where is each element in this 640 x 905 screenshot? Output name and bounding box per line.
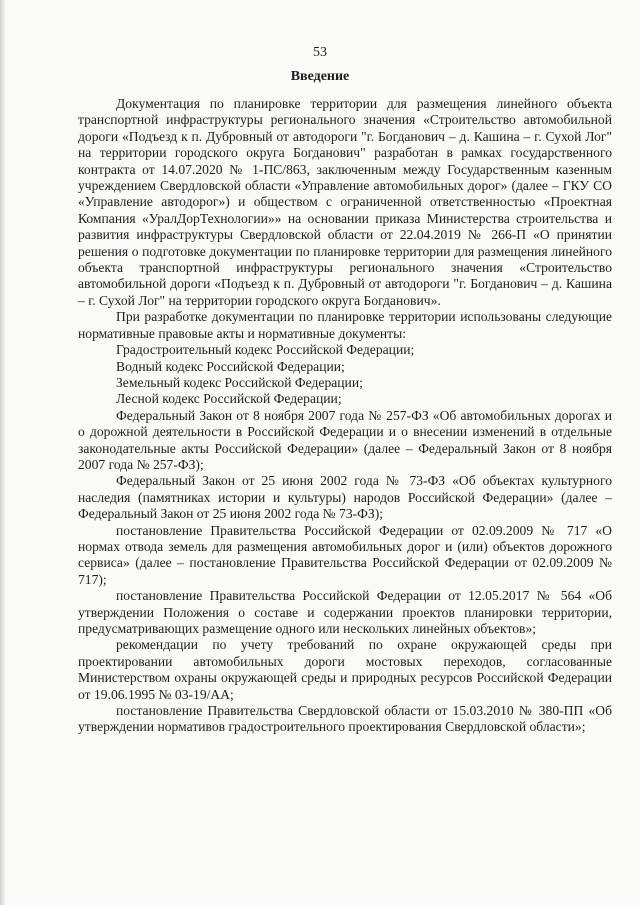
list-item-resolution: постановление Правительства Российской Федерации от 12.05.2017 № 564 «Об утверждении Положения о составе и содержании проектов планировки территории, предусматривающих размещение одного или нескольких линейных объектов»; [78,588,612,636]
paragraph-normative-intro: При разработке документации по планировке территории использованы следующие нормативные правовые акты и нормативные документы: [78,309,612,341]
list-item-code: Градостроительный кодекс Российской Федерации; [116,342,415,358]
list-item-code: Земельный кодекс Российской Федерации; [116,374,363,390]
list-item-code: Водный кодекс Российской Федерации; [116,358,345,374]
scan-edge-shadow [0,0,6,905]
list-item-recommendations: рекомендации по учету требований по охране окружающей среды при проектировании автомобильных дороги мостовых переходов, согласованные Министерством охраны окружающей среды и природных ресурсов Российской Федерации от 19.06.1995 № 03-19/АА; [78,637,612,702]
list-item-resolution: постановление Правительства Свердловской области от 15.03.2010 № 380-ПП «Об утверждении нормативов градостроительного проектирования Свердловской области»; [78,703,612,735]
section-heading: Введение [290,69,350,84]
paragraph-intro: Документация по планировке территории для размещения линейного объекта транспортной инфраструктуры регионального значения «Строительство автомобильной дороги «Подъезд к п. Дубровный от автодороги "г. Богданович – д. Кашина – г. Сухой Лог" на территории городского округа Богданович" разработан в рамках государственного контракта от 14.07.2020 № 1-ПС/863, заключенным между Государственным казенным учреждением Свердловской области «Управление автомобильных дорог» (далее – ГКУ СО «Управление автодорог») и обществом с ограниченной ответственностью «Проектная Компания «УралДорТехнологии»» на основании приказа Министерства строительства и развития инфраструктуры Свердловской области от 22.04.2019 № 266-П «О принятии решения о подготовке документации по планировке территории для размещения линейного объекта транспортной инфраструктуры регионального значения «Строительство автомобильной дороги «Подъезд к п. Дубровный от автодороги "г. Богданович – д. Кашина – г. Сухой Лог" на территории городского округа Богданович». [78,96,612,308]
list-item-resolution: постановление Правительства Российской Федерации от 02.09.2009 № 717 «О нормах отвода земель для размещения автомобильных дорог и (или) объектов дорожного сервиса» (далее – постановление Правительства Российской Федерации от 02.09.2009 № 717); [78,522,612,587]
list-item-law: Федеральный Закон от 8 ноября 2007 года № 257-ФЗ «Об автомобильных дорогах и о дорожной деятельности в Российской Федерации и о внесении изменений в отдельные законодательные акты Российской Федерации» (далее – Федеральный Закон от 8 ноября 2007 года № 257-ФЗ); [78,407,612,472]
list-item-law: Федеральный Закон от 25 июня 2002 года № 73-ФЗ «Об объектах культурного наследия (памятниках истории и культуры) народов Российской Федерации» (далее – Федеральный Закон от 25 июня 2002 года № 73-ФЗ); [78,473,612,522]
list-item-code: Лесной кодекс Российской Федерации; [116,391,342,407]
document-body [78,96,612,736]
page-number: 53 [313,45,327,60]
